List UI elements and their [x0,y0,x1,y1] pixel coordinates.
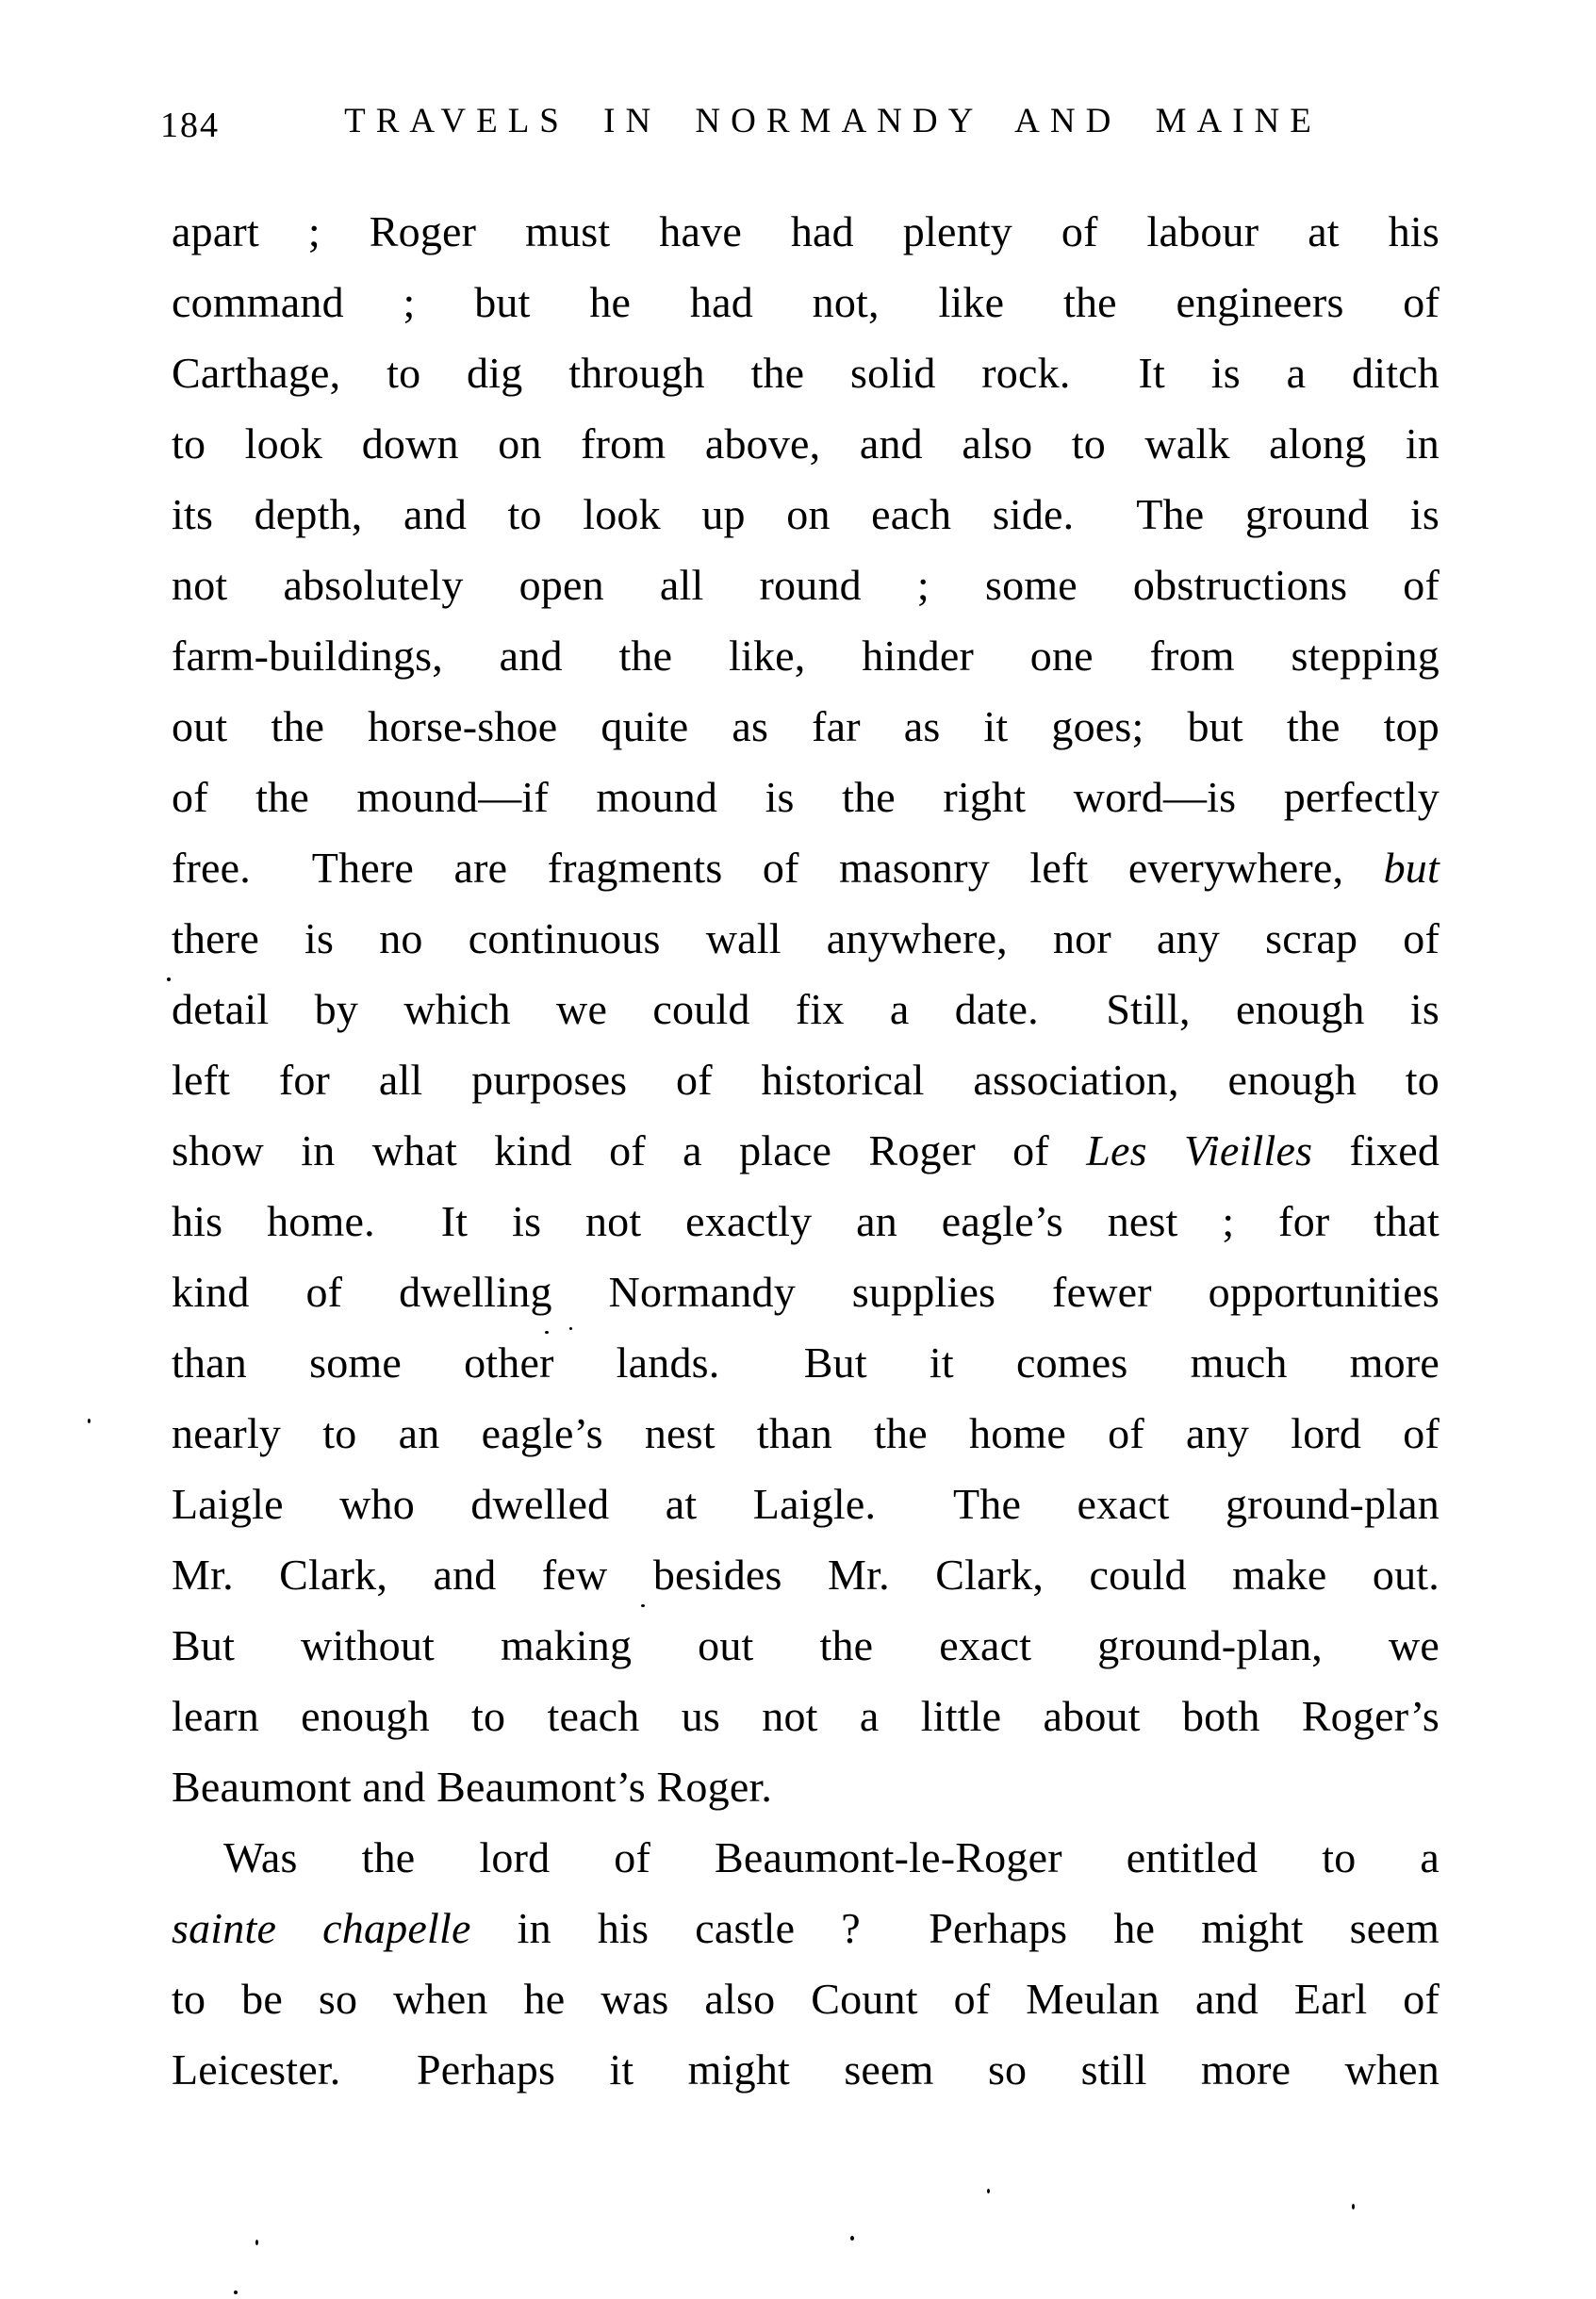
text-segment: But without making out the exact ground-plan, we [172,1621,1440,1669]
ink-speck [641,1604,645,1607]
text-line [172,1398,1440,1469]
italic-text-segment: but [1383,844,1440,892]
text-line [172,1893,1440,1963]
ink-speck [987,2189,990,2193]
text-line [172,1256,1440,1327]
text-line [172,479,1440,550]
text-segment: than some other lands. But it comes much more [172,1338,1440,1387]
text-segment: to be so when he was also Count of Meulan and Earl of [172,1975,1440,2023]
text-line [172,832,1440,903]
text-segment: its depth, and to look up on each side. The ground is [172,490,1440,538]
ink-speck [545,1331,549,1334]
text-line [172,2034,1440,2105]
italic-text-segment: sainte chapelle [172,1904,471,1952]
text-line [172,1115,1440,1186]
page-header [160,101,1440,150]
text-segment: there is no continuous wall anywhere, nor any scrap of [172,914,1440,962]
text-line [172,337,1440,408]
text-segment: show in what kind of a place Roger of [172,1126,1087,1174]
text-line [172,267,1440,337]
text-segment: Mr. Clark, and few besides Mr. Clark, could make out. [172,1551,1440,1599]
page-body [172,196,1440,2105]
text-line [172,1186,1440,1256]
text-segment: Carthage, to dig through the solid rock. It is a ditch [172,349,1440,397]
text-line [172,1539,1440,1610]
text-segment: his home. It is not exactly an eagle’s nest ; for that [172,1197,1440,1245]
text-segment: of the mound—if mound is the right word—is perfectly [172,773,1440,821]
text-line [172,1963,1440,2034]
text-segment: learn enough to teach us not a little about both Roger’s [172,1692,1440,1740]
text-segment: apart ; Roger must have had plenty of labour at his [172,207,1440,255]
text-line [172,408,1440,479]
text-line [172,974,1440,1044]
text-segment: not absolutely open all round ; some obstructions of [172,561,1440,609]
page-number: 184 [160,106,220,145]
italic-text-segment: Les Vieilles [1086,1126,1313,1174]
text-line [172,903,1440,974]
text-segment: fixed [1312,1126,1440,1174]
text-line [172,1822,1440,1893]
ink-speck [850,2236,854,2241]
text-segment: in his castle ? Perhaps he might seem [470,1904,1440,1952]
text-segment: command ; but he had not, like the engineers of [172,278,1440,326]
text-segment: nearly to an eagle’s nest than the home of any lord of [172,1409,1440,1457]
text-line [172,1327,1440,1398]
ink-speck [88,1419,90,1423]
ink-speck [569,1327,572,1330]
text-line [172,620,1440,691]
text-segment: Was the lord of Beaumont-le-Roger entitled to a [223,1833,1440,1881]
ink-speck [167,977,171,981]
text-segment: Leicester. Perhaps it might seem so still more when [172,2045,1440,2094]
text-line [172,1681,1440,1751]
text-line [172,691,1440,762]
text-segment: Laigle who dwelled at Laigle. The exact ground-plan [172,1480,1440,1528]
text-segment: free. There are fragments of masonry left everywhere, [172,844,1384,892]
ink-speck [1352,2204,1355,2209]
running-title: TRAVELS IN NORMANDY AND MAINE [344,102,1322,140]
text-segment: detail by which we could fix a date. Still, enough is [172,985,1440,1033]
text-line [172,1469,1440,1539]
ink-speck [234,2291,238,2294]
text-line [172,762,1440,832]
text-line [172,196,1440,267]
text-segment: Beaumont and Beaumont’s Roger. [172,1763,773,1811]
text-segment: kind of dwelling Normandy supplies fewer opportunities [172,1268,1440,1316]
ink-speck [255,2240,258,2245]
text-segment: left for all purposes of historical association, enough to [172,1056,1440,1104]
text-segment: out the horse-shoe quite as far as it goes; but the top [172,702,1440,750]
text-line [172,1044,1440,1115]
text-segment: farm-buildings, and the like, hinder one from stepping [172,632,1440,680]
text-segment: to look down on from above, and also to walk along in [172,419,1440,468]
text-line [172,1751,1440,1822]
text-line [172,550,1440,620]
text-line [172,1610,1440,1681]
